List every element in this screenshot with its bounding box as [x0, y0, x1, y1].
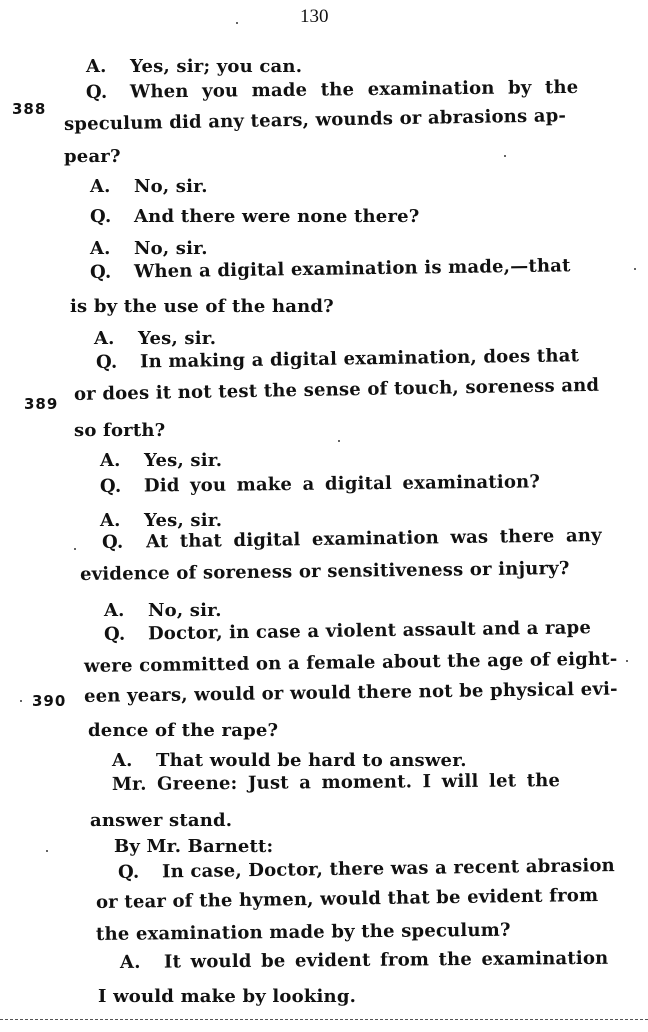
margin-number-388: 388 — [12, 100, 47, 118]
line-text: No, sir. — [134, 238, 208, 259]
line-text: the examination made by the speculum? — [95, 919, 511, 945]
line-text: Doctor, in case a violent assault and a rape — [147, 617, 592, 645]
transcript-line — [100, 471, 540, 497]
line-text: answer stand. — [90, 810, 233, 831]
transcript-line — [80, 558, 570, 585]
transcript-line — [100, 510, 222, 531]
scan-speck — [20, 700, 22, 702]
transcript-line — [112, 750, 467, 771]
line-text: No, sir. — [134, 176, 208, 197]
transcript-line — [90, 255, 571, 283]
line-text: Mr. Greene: Just a moment. I will let the — [111, 770, 561, 795]
transcript-line — [90, 810, 232, 831]
page-number: 130 — [300, 6, 329, 27]
scan-speck — [504, 155, 506, 157]
question-label: Q. — [85, 81, 108, 103]
transcript-line — [104, 600, 222, 621]
question-label: Q. — [103, 623, 126, 645]
answer-label: A. — [90, 176, 111, 197]
margin-number-389: 389 — [24, 395, 59, 413]
transcript-line — [90, 176, 208, 197]
transcript-line — [114, 836, 273, 857]
answer-label: A. — [94, 328, 115, 349]
line-text: or tear of the hymen, would that be evident from — [95, 884, 599, 913]
question-label: Q. — [95, 351, 118, 373]
line-text: were committed on a female about the age of eight- — [83, 648, 618, 677]
transcript-line — [88, 720, 278, 741]
answer-label: A. — [90, 238, 111, 259]
scan-speck — [338, 440, 340, 442]
transcript-line — [98, 986, 356, 1007]
transcript-line — [100, 450, 222, 471]
line-text: I would make by looking. — [98, 986, 357, 1007]
line-text: No, sir. — [148, 600, 222, 621]
transcript-line — [90, 238, 208, 259]
line-text: When you made the examination by the — [129, 76, 579, 103]
transcript-line — [120, 948, 609, 973]
transcript-line — [74, 420, 165, 441]
line-text: Yes, sir. — [138, 328, 217, 349]
line-text: Did you make a digital examination? — [143, 471, 541, 497]
line-text: Yes, sir. — [144, 510, 223, 531]
transcript-line — [70, 296, 334, 317]
transcript-line — [104, 617, 591, 645]
transcript-line — [96, 345, 579, 373]
line-text: een years, would or would there not be physical evi- — [83, 678, 618, 707]
transcript-line — [74, 375, 600, 405]
line-text: or does it not test the sense of touch, soreness and — [73, 374, 600, 405]
question-label: Q. — [117, 861, 140, 883]
line-text: evidence of soreness or sensitiveness or injury? — [79, 558, 570, 585]
answer-label: A. — [112, 750, 133, 771]
line-text: It would be evident from the examination — [163, 947, 609, 973]
line-text: And there were none there? — [134, 206, 420, 227]
line-text: When a digital examination is made,—that — [133, 255, 571, 283]
line-text: Yes, sir. — [144, 450, 223, 471]
line-text: is by the use of the hand? — [70, 296, 334, 317]
transcript-line — [90, 206, 420, 227]
transcript-line — [86, 77, 579, 103]
answer-label: A. — [119, 951, 141, 973]
line-text: speculum did any tears, wounds or abrasions ap- — [63, 105, 567, 135]
scan-speck — [74, 548, 76, 550]
line-text: In case, Doctor, there was a recent abrasion — [161, 855, 616, 883]
answer-label: A. — [100, 450, 121, 471]
scan-speck — [46, 850, 48, 852]
line-text: By Mr. Barnett: — [114, 836, 274, 857]
transcript-line — [64, 146, 121, 167]
transcript-line — [64, 105, 566, 135]
line-text: Yes, sir; you can. — [130, 56, 303, 77]
transcript-line — [94, 328, 216, 349]
scan-speck — [626, 660, 628, 662]
answer-label: A. — [104, 600, 125, 621]
scan-speck — [634, 268, 636, 270]
line-text: pear? — [64, 146, 121, 167]
page-bottom-rule — [0, 1019, 648, 1020]
question-label: Q. — [99, 475, 122, 497]
question-label: Q. — [90, 206, 112, 227]
question-label: Q. — [101, 531, 124, 553]
transcript-line — [112, 770, 560, 795]
transcript-line — [96, 920, 511, 945]
answer-label: A. — [100, 510, 121, 531]
line-text: so forth? — [74, 420, 166, 441]
scan-speck — [236, 22, 238, 24]
transcript-line — [86, 56, 302, 77]
transcript-line — [84, 649, 618, 677]
transcript-line — [118, 855, 615, 883]
line-text: At that digital examination was there any — [145, 525, 602, 553]
line-text: That would be hard to answer. — [156, 750, 467, 771]
line-text: dence of the rape? — [88, 720, 279, 741]
transcript-line — [96, 885, 599, 913]
margin-number-390: 390 — [32, 692, 67, 710]
transcript-line — [84, 679, 618, 707]
question-label: Q. — [89, 261, 112, 283]
answer-label: A. — [86, 56, 107, 77]
line-text: In making a digital examination, does that — [139, 345, 580, 373]
